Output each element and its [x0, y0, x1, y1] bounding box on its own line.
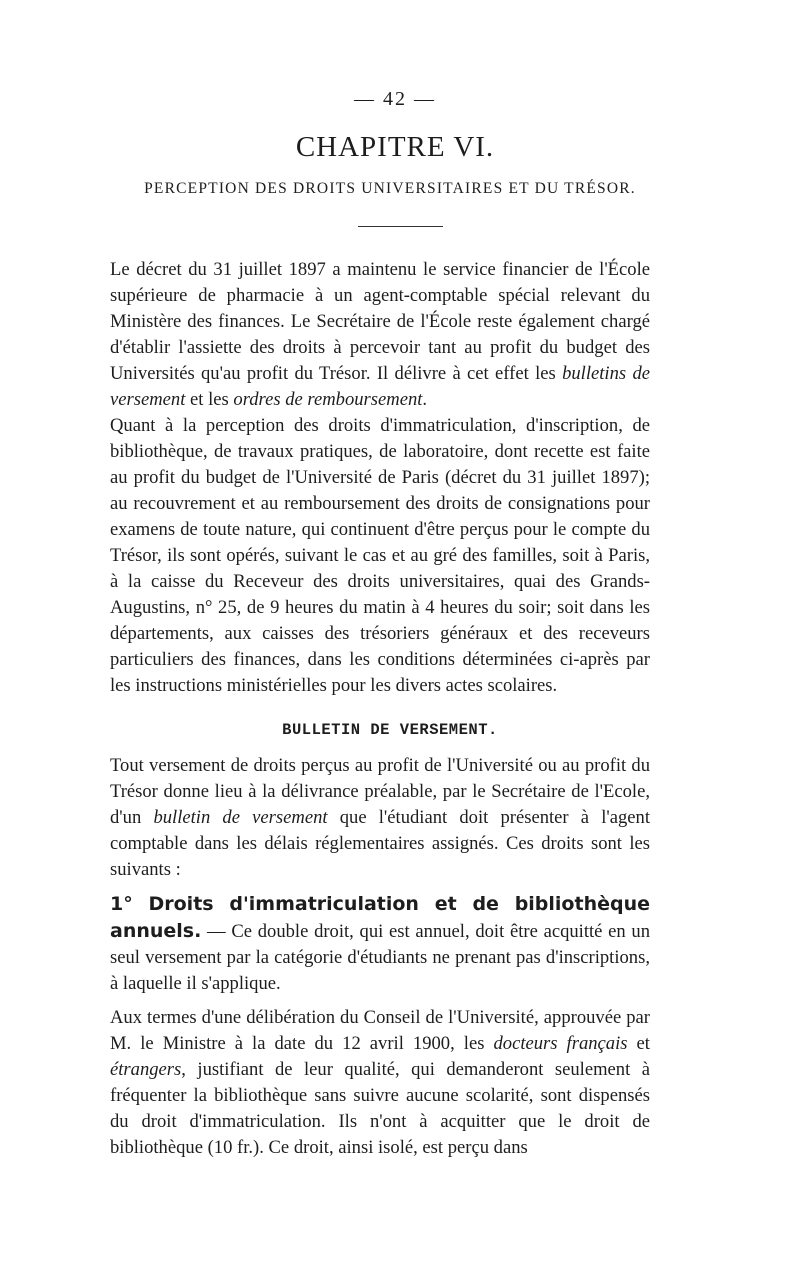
- paragraph-3-start: Tout versement de droits perçus au profit de l'Université ou au profit du Trésor donne lieu à la délivrance préalable, par le Secrétaire de l'Ecole, d'un: [110, 755, 650, 828]
- chapter-subtitle: PERCEPTION DES DROITS UNIVERSITAIRES ET DU TRÉSOR.: [144, 180, 636, 197]
- page-number: — 42 —: [354, 88, 436, 110]
- paragraph-5-emphasis-1: docteurs français: [493, 1033, 628, 1054]
- paragraph-5-start: Aux termes d'une délibération du Conseil de l'Université, approuvée par M. le Ministre à la date du 12 avril 1900, les: [110, 1007, 650, 1054]
- section-heading: BULLETIN DE VERSEMENT.: [282, 721, 498, 739]
- paragraph-1-end: .: [422, 389, 428, 410]
- paragraph-1-text: Le décret du 31 juillet 1897 a maintenu le service financier de l'École supérieure de pharmacie à un agent-comptable spécial relevant du Ministère des finances. Le Secrétaire de l'École reste également chargé d'établir l'assiette des droits à percevoir tant au profit du budget des Universités qu'au profit du Trésor. Il délivre à cet effet les: [110, 259, 650, 384]
- item-1-title: 1° Droits d'immatriculation et de bibliothèque annuels.: [110, 893, 650, 942]
- paragraph-2: Quant à la perception des droits d'immatriculation, d'inscription, de bibliothèque, de travaux pratiques, de laboratoire, dont recette est faite au profit du budget de l'Université de Paris (décret du 31 juillet 1897); au recouvrement et au remboursement des droits de consignations pour examens de toute nature, qui continuent d'être perçus pour le compte du Trésor, ils sont opérés, suivant le cas et au gré des familles, soit à Paris, à la caisse du Receveur des droits universitaires, quai des Grands-Augustins, n° 25, de 9 heures du matin à 4 heures du soir; soit dans les départements, aux caisses des trésoriers généraux et des receveurs particuliers des finances, dans les conditions déterminées ci-après par les instructions ministérielles pour les divers actes scolaires.: [110, 415, 650, 696]
- paragraph-1-emphasis-1: bulletins de versement: [110, 363, 650, 410]
- paragraph-5-and: et: [627, 1033, 650, 1054]
- item-1: [110, 891, 650, 997]
- chapter-title: CHAPITRE VI.: [295, 131, 495, 163]
- paragraph-3: [110, 753, 650, 883]
- paragraph-1: [110, 257, 650, 413]
- paragraph-3-end: que l'étudiant doit présenter à l'agent comptable dans les délais réglementaires assignés. Ces droits sont les suivants :: [110, 807, 651, 880]
- paragraph-5: [110, 1005, 650, 1161]
- paragraph-5-emphasis-2: étrangers: [110, 1059, 182, 1080]
- separator-rule: [358, 226, 443, 227]
- paragraph-1-mid: et les: [185, 389, 234, 410]
- item-1-text: — Ce double droit, qui est annuel, doit être acquitté en un seul versement par la catégorie d'étudiants ne prenant pas d'inscriptions, à laquelle il s'applique.: [110, 921, 650, 994]
- paragraph-5-end: , justifiant de leur qualité, qui demanderont seulement à fréquenter la bibliothèque sans suivre aucune scolarité, sont dispensés du droit d'immatriculation. Ils n'ont à acquitter que le droit de bibliothèque (10 fr.). Ce droit, ainsi isolé, est perçu dans: [110, 1059, 650, 1158]
- paragraph-3-emphasis: bulletin de versement: [153, 807, 328, 828]
- paragraph-1-emphasis-2: ordres de remboursement: [233, 389, 423, 410]
